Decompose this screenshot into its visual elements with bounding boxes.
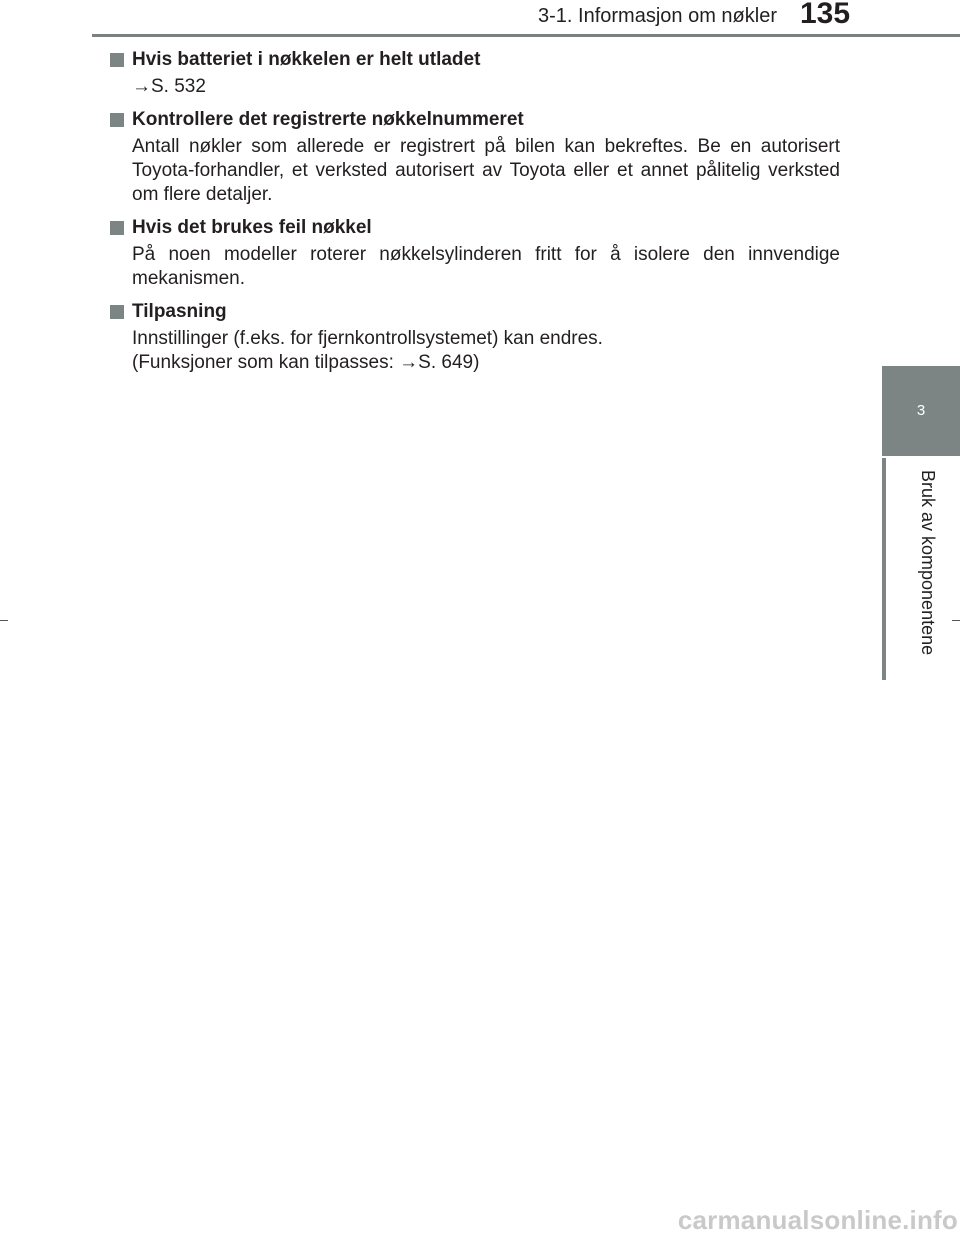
section-heading-text: Hvis batteriet i nøkkelen er helt utladet: [132, 49, 481, 70]
page-number: 135: [800, 0, 851, 30]
section: [110, 216, 840, 291]
section: [110, 48, 840, 99]
section: [110, 300, 840, 375]
section-heading: [110, 300, 840, 324]
square-bullet-icon: [110, 305, 124, 319]
section: [110, 108, 840, 207]
chapter-tab: [882, 366, 960, 456]
section-heading: [110, 216, 840, 240]
section-text: På noen modeller roterer nøkkelsylinderen fritt for å isolere den innvendige mekanismen.: [132, 244, 840, 289]
content: [110, 48, 840, 384]
section-heading-text: Tilpasning: [132, 301, 227, 322]
square-bullet-icon: [110, 221, 124, 235]
section-text: Antall nøkler som allerede er registrert på bilen kan bekreftes. Be en autorisert Toyota-forhandler, et verksted autorisert av Toyota eller et annet pålitelig verksted om flere detaljer.: [132, 136, 840, 205]
chapter-title: Bruk av komponentene: [918, 470, 938, 656]
header-rule: [92, 34, 960, 37]
square-bullet-icon: [110, 53, 124, 67]
square-bullet-icon: [110, 113, 124, 127]
section-heading: [110, 48, 840, 72]
footer-watermark[interactable]: carmanualsonline.info: [677, 1205, 958, 1235]
section-heading: [110, 108, 840, 132]
section-text: (Funksjoner som kan tilpasses: →S. 649): [132, 352, 480, 373]
section-heading-text: Kontrollere det registrerte nøkkelnummeret: [132, 109, 524, 130]
header-section-title: 3-1. Informasjon om nøkler: [538, 5, 777, 27]
crop-mark-left: [0, 620, 8, 621]
section-text: →S. 532: [132, 76, 206, 97]
chapter-number: 3: [916, 402, 926, 419]
section-heading-text: Hvis det brukes feil nøkkel: [132, 217, 372, 238]
section-text: Innstillinger (f.eks. for fjernkontrollsystemet) kan endres.: [132, 328, 603, 349]
crop-mark-right: [952, 620, 960, 621]
